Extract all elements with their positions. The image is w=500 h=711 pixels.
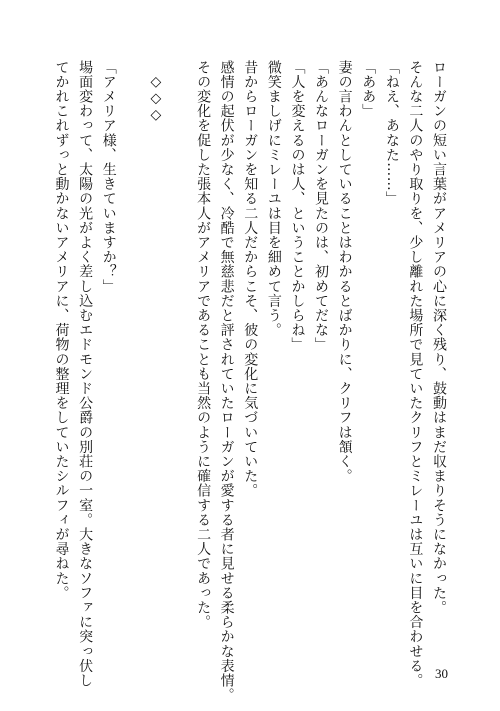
page-number: 30: [435, 666, 448, 681]
text-line: てかれこれずっと動かないアメリアに、荷物の整理をしていたシルフィが尋ねた。: [53, 60, 70, 601]
text-line: 「あんなローガンを見たのは、初めてだな」: [313, 60, 330, 352]
text-line: ローガンの短い言葉がアメリアの心に深く残り、鼓動はまだ収まりそうになかった。: [431, 60, 447, 615]
blank-line: [120, 60, 144, 645]
text-line: 感情の起伏が少なく、冷酷で無慈悲だと評されていたローガンが愛する者に見せる柔らかな表情。: [218, 60, 235, 703]
text-line: そんな二人のやり取りを、少し離れた場所で見ていたクリフとミレーユは互いに目を合わせる。: [407, 60, 424, 688]
text-line: 微笑ましげにミレーユは目を細めて言う。: [265, 60, 282, 338]
text-line: 場面変わって、太陽の光がよく差し込むエドモンド公爵の別荘の一室。大きなソファに突っ伏し: [77, 60, 94, 688]
text-line: 「人を変えるのは人、ということかしらね」: [289, 60, 306, 352]
text-line: その変化を促した張本人がアメリアであることも当然のように確信する二人であった。: [195, 60, 212, 630]
text-line: 「ああ」: [360, 60, 377, 119]
text-line: 妻の言わんとしていることはわかるとばかりに、クリフは頷く。: [336, 60, 353, 484]
text-line: 昔からローガンを知る二人だからこそ、彼の変化に気づいていた。: [242, 60, 259, 498]
blank-line: [167, 60, 191, 645]
scene-break: ◇◇◇: [147, 74, 164, 124]
text-line: 「アメリア様、生きていますか？」: [100, 60, 117, 294]
text-line: 「ねえ、あなた……」: [383, 60, 400, 206]
